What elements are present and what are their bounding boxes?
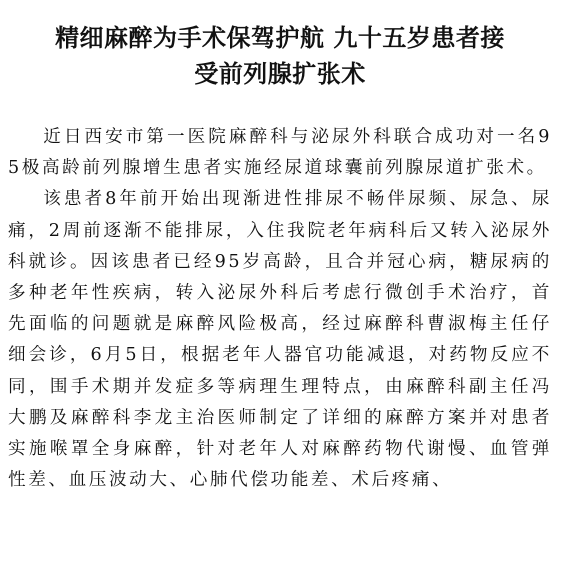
article-paragraph-1: 近日西安市第一医院麻醉科与泌尿外科联合成功对一名95极高龄前列腺增生患者实施经尿道球囊前列腺尿道扩张术。 bbox=[8, 127, 552, 179]
article-body bbox=[8, 122, 552, 496]
article-title bbox=[8, 0, 552, 92]
article-title-line-2: 受前列腺扩张术 bbox=[194, 60, 366, 88]
article-title-line-1: 精细麻醉为手术保驾护航 九十五岁患者接 bbox=[55, 24, 505, 52]
article-paragraph-2: 该患者8年前开始出现渐进性排尿不畅伴尿频、尿急、尿痛，2周前逐渐不能排尿，入住我院老年病科后又转入泌尿外科就诊。因该患者已经95岁高龄，且合并冠心病，糖尿病的多种老年性疾病，转入泌尿外科后考虑行微创手术治疗，首先面临的问题就是麻醉风险极高，经过麻醉科曹淑梅主任仔细会诊，6月5日，根据老年人器官功能减退，对药物反应不同，围手术期并发症多等病理生理特点，由麻醉科副主任冯大鹏及麻醉科李龙主治医师制定了详细的麻醉方案并对患者实施喉罩全身麻醉，针对老年人对麻醉药物代谢慢、血管弹性差、血压波动大、心肺代偿功能差、术后疼痛、 bbox=[8, 189, 552, 491]
